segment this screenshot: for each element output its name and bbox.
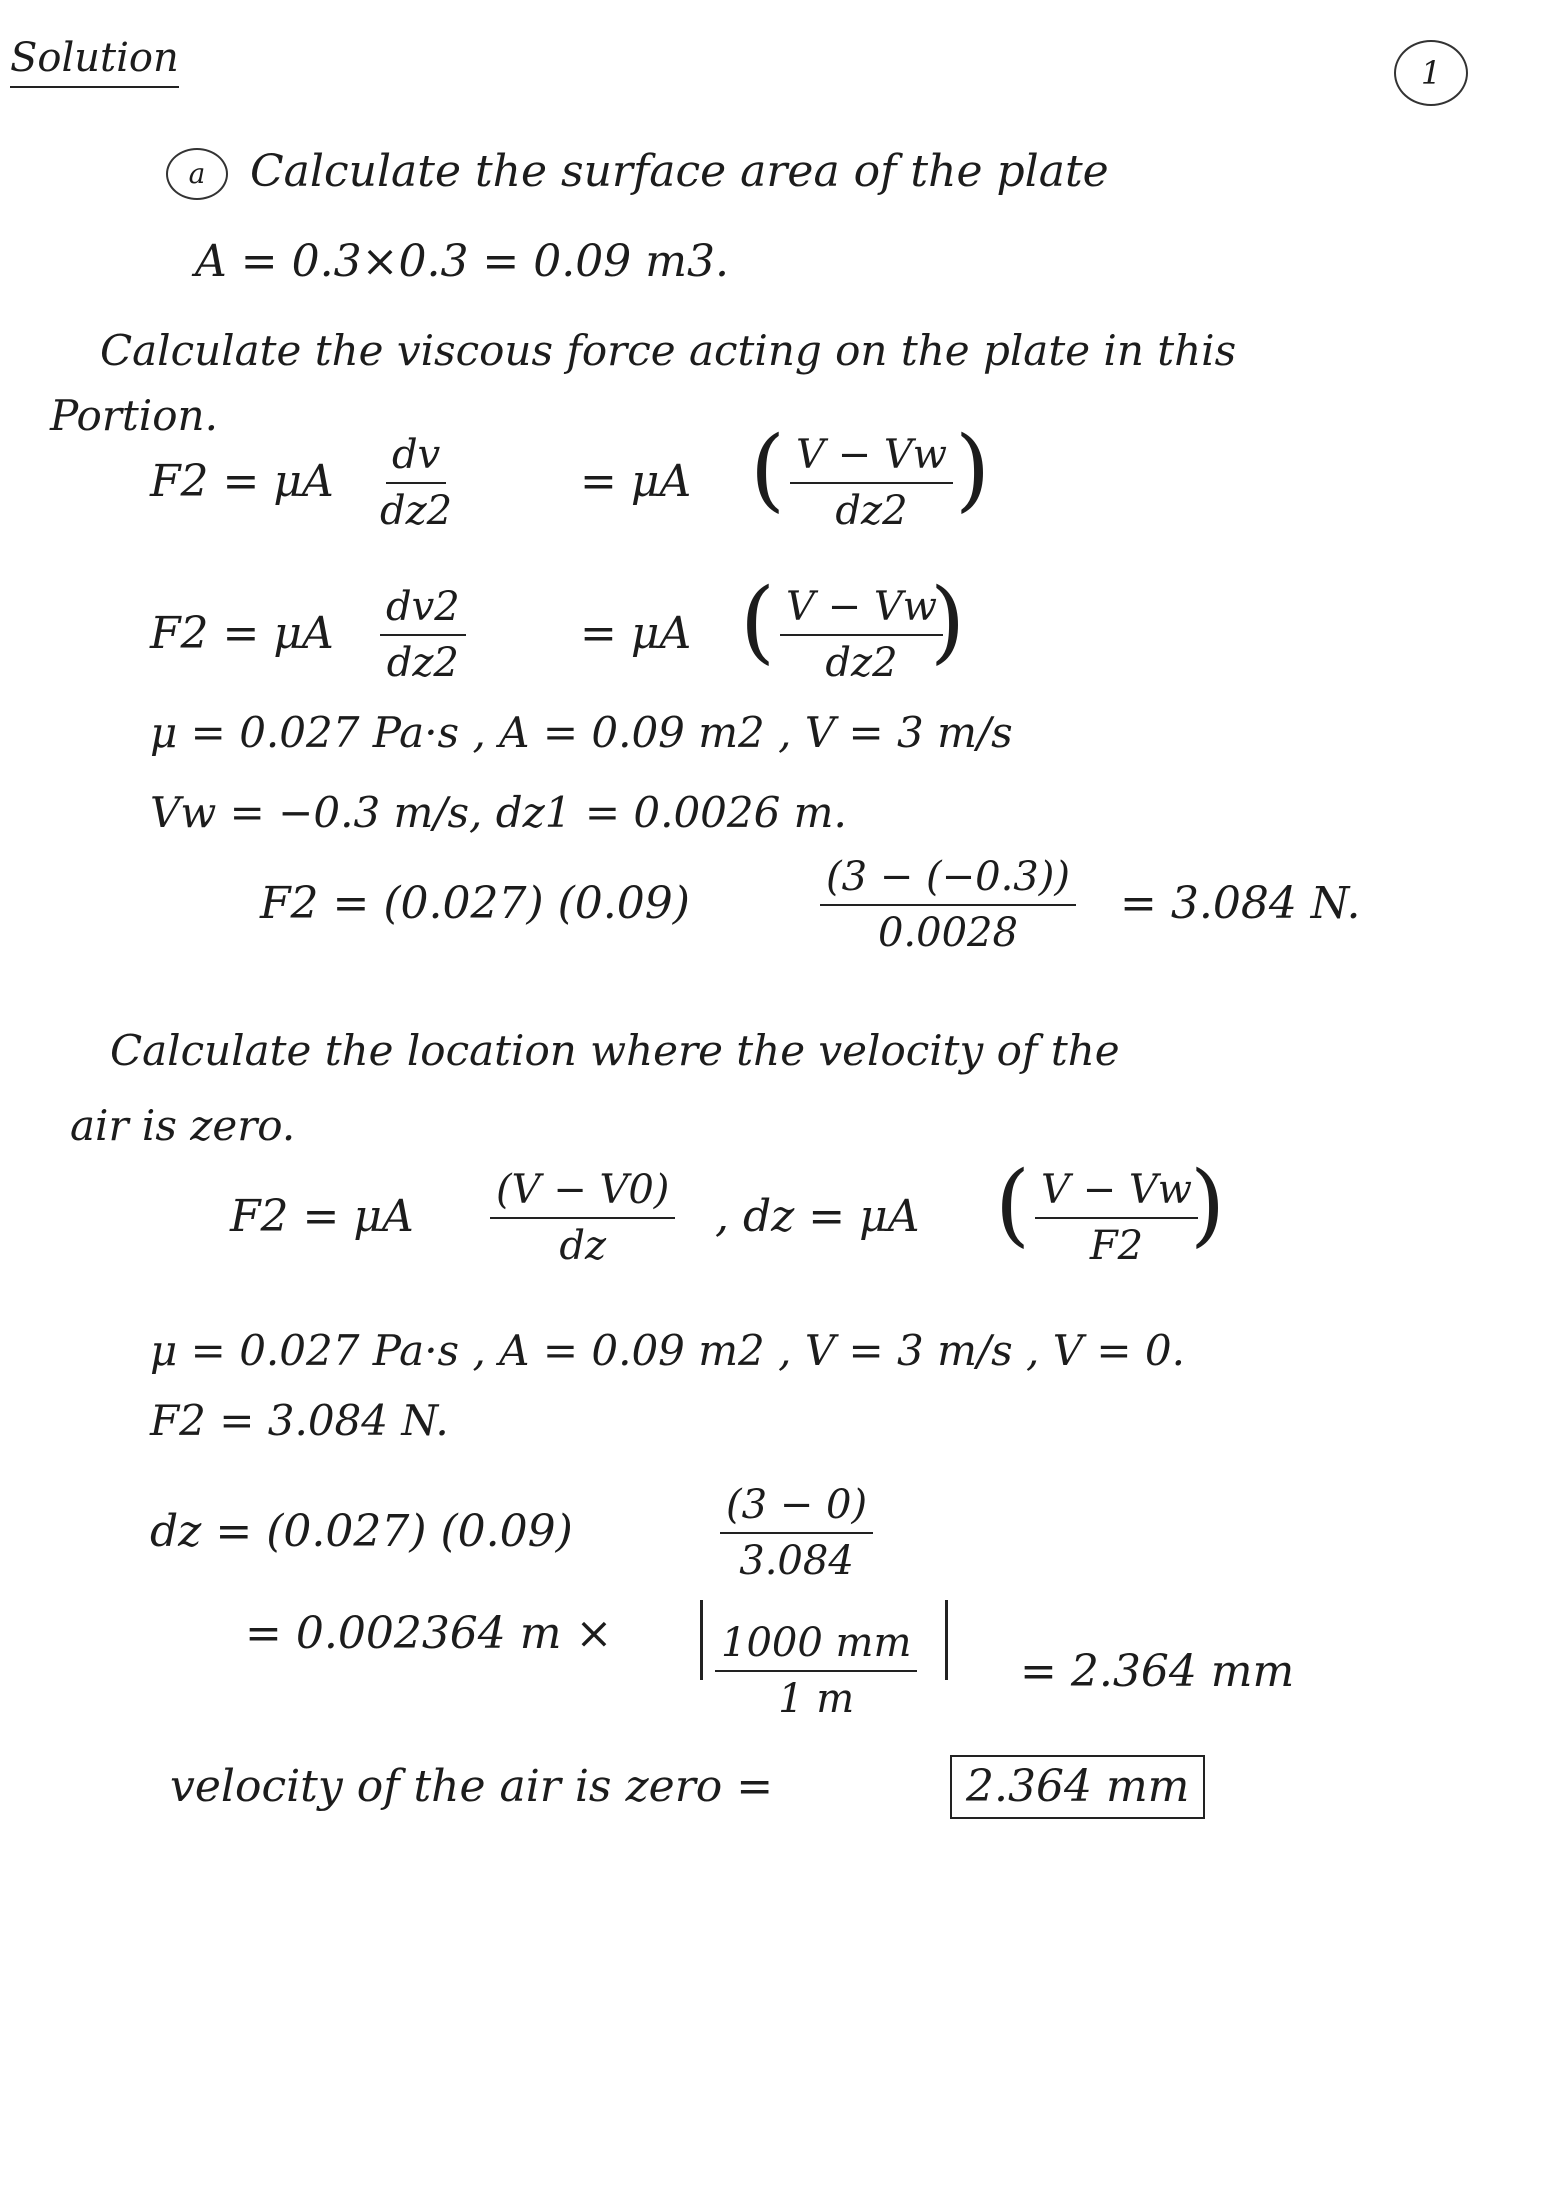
force-result: = 3.084 N. bbox=[1120, 878, 1361, 929]
final-answer-box: 2.364 mm bbox=[950, 1755, 1205, 1819]
unit-conversion-fraction bbox=[715, 1620, 917, 1722]
force-formula2-fraction-2 bbox=[780, 584, 943, 686]
page-number: 1 bbox=[1394, 40, 1468, 106]
force-formula2-lhs: F2 = μA bbox=[150, 608, 334, 659]
fraction-numerator: (V − V0) bbox=[490, 1167, 675, 1219]
fraction-denominator: dz2 bbox=[825, 640, 898, 686]
fraction-numerator: V − Vw bbox=[790, 432, 953, 484]
dz-conversion-lhs: = 0.002364 m × bbox=[245, 1608, 613, 1659]
force-calculation-lhs: F2 = (0.027) (0.09) bbox=[260, 878, 690, 929]
force-formula-lhs: F2 = μA bbox=[150, 456, 334, 507]
given-force-line: F2 = 3.084 N. bbox=[150, 1396, 449, 1445]
fraction-numerator: 1000 mm bbox=[715, 1620, 917, 1672]
step-zero-velocity-heading: Calculate the location where the velocity of the bbox=[110, 1026, 1120, 1075]
step-zero-velocity-heading-cont: air is zero. bbox=[70, 1101, 296, 1150]
step-surface-area-heading: Calculate the surface area of the plate bbox=[250, 146, 1109, 197]
close-parenthesis: ) bbox=[930, 569, 966, 674]
fraction-denominator: F2 bbox=[1089, 1223, 1144, 1269]
fraction-numerator: V − Vw bbox=[1035, 1167, 1198, 1219]
abs-bar-right bbox=[945, 1600, 948, 1680]
fraction-numerator: (3 − 0) bbox=[720, 1482, 873, 1534]
fraction-denominator: dz bbox=[559, 1223, 607, 1269]
step-viscous-force-heading: Calculate the viscous force acting on the plate in this bbox=[100, 326, 1237, 375]
fraction-denominator: dz2 bbox=[835, 488, 908, 534]
fraction-denominator: 3.084 bbox=[739, 1538, 854, 1584]
fraction-numerator: V − Vw bbox=[780, 584, 943, 636]
dz-calculation-fraction bbox=[720, 1482, 873, 1584]
page-heading: Solution bbox=[10, 38, 179, 88]
part-label: a bbox=[166, 148, 228, 200]
close-parenthesis: ) bbox=[955, 417, 991, 522]
final-statement: velocity of the air is zero = bbox=[170, 1761, 774, 1812]
dz-result: = 2.364 mm bbox=[1020, 1646, 1295, 1697]
step-viscous-force-heading-cont: Portion. bbox=[50, 391, 218, 440]
fraction-denominator: 1 m bbox=[778, 1676, 855, 1722]
fraction-denominator: dz2 bbox=[380, 488, 453, 534]
zero-velocity-formula-lhs: F2 = μA bbox=[230, 1191, 414, 1242]
open-parenthesis: ( bbox=[995, 1152, 1031, 1257]
fraction-denominator: dz2 bbox=[386, 640, 459, 686]
fraction-numerator: (3 − (−0.3)) bbox=[820, 854, 1076, 906]
fraction-denominator: 0.0028 bbox=[877, 910, 1018, 956]
given-values-line-2: Vw = −0.3 m/s, dz1 = 0.0026 m. bbox=[150, 788, 847, 837]
dz-calculation-lhs: dz = (0.027) (0.09) bbox=[150, 1506, 573, 1557]
zero-velocity-formula-fraction bbox=[490, 1167, 675, 1269]
given-values-line-3: μ = 0.027 Pa·s , A = 0.09 m2 , V = 3 m/s , V = 0. bbox=[150, 1326, 1186, 1375]
area-equation: A = 0.3×0.3 = 0.09 m3. bbox=[195, 236, 729, 287]
force-formula-mid: = μA bbox=[580, 456, 692, 507]
open-parenthesis: ( bbox=[740, 569, 776, 674]
given-values-line: μ = 0.027 Pa·s , A = 0.09 m2 , V = 3 m/s bbox=[150, 708, 1013, 757]
force-formula2-mid: = μA bbox=[580, 608, 692, 659]
force-formula-fraction bbox=[380, 432, 452, 534]
fraction-numerator: dv bbox=[386, 432, 446, 484]
open-parenthesis: ( bbox=[750, 417, 786, 522]
fraction-numerator: dv2 bbox=[380, 584, 466, 636]
force-formula-fraction-2 bbox=[790, 432, 953, 534]
zero-velocity-formula-mid: , dz = μA bbox=[715, 1191, 920, 1242]
close-parenthesis: ) bbox=[1190, 1152, 1226, 1257]
force-calculation-fraction bbox=[820, 854, 1076, 956]
zero-velocity-formula-fraction-2 bbox=[1035, 1167, 1198, 1269]
abs-bar-left bbox=[700, 1600, 703, 1680]
force-formula2-fraction bbox=[380, 584, 466, 686]
